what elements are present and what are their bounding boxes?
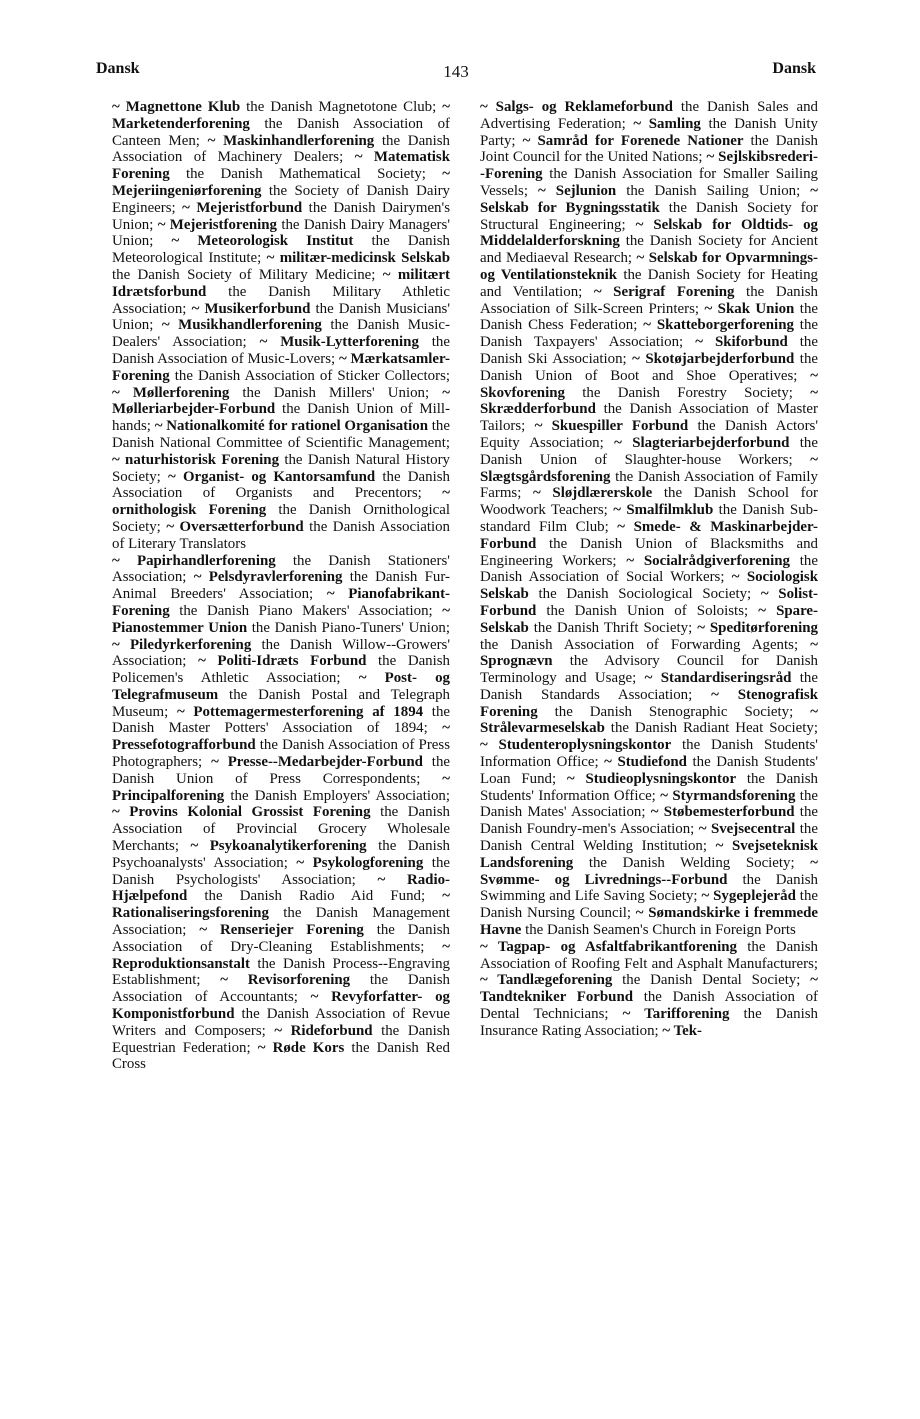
translation: the Danish Association of Provincial Grocery Wholesale Merchants; [112, 804, 450, 855]
translation: the Danish Mates' Association; [480, 787, 818, 821]
translation: the Danish Insurance Rating Association; [480, 1006, 818, 1039]
headword: ~ Svejseteknisk Landsforening [480, 838, 818, 871]
headword: ~ Samråd for Forenede Nationer [522, 132, 744, 149]
headword: ~ Sociologisk Selskab [480, 569, 818, 603]
headword: ~ Speditørforening [697, 619, 818, 636]
headword: ~ Maskinhandlerforening [207, 132, 375, 149]
translation: the Danish Joint Council for the United Nations; [480, 132, 818, 166]
translation: the Danish Welding Society; [573, 854, 811, 871]
headword: ~ Sejlunion [538, 182, 617, 199]
headword: ~ Sygeplejeråd [701, 888, 796, 905]
headword: ~ Rationaliseringsforening [112, 888, 450, 922]
entry-paragraph [112, 553, 450, 1074]
translation: the Danish Musicians' Union; [112, 300, 451, 334]
translation: the Danish Association of Dry-Cleaning Establishments; [112, 922, 450, 955]
headword: ~ ornithologisk Forening [112, 485, 450, 519]
headword: ~ Provins Kolonial Grossist Forening [112, 804, 371, 821]
translation: the Danish Association for Smaller Sailing Vessels; [480, 166, 818, 199]
translation: the Danish Association of Accountants; [112, 972, 451, 1006]
translation: the Danish Unity Party; [480, 115, 818, 149]
translation: the Danish Psychologists' Association; [112, 854, 450, 888]
translation: the Danish Red Cross [112, 1039, 450, 1073]
headword: ~ Strålevarmeselskab [480, 703, 818, 737]
headword: ~ Støbemesterforbund [650, 804, 795, 821]
headword: ~ Samling [633, 115, 701, 132]
entry-paragraph [480, 939, 818, 1040]
translation: the Danish Association of Roofing Felt and Asphalt Manufacturers; [480, 938, 818, 972]
translation: the Danish Union of Soloists; [536, 602, 759, 619]
translation: the Danish Society for Structural Engineering; [480, 199, 819, 233]
translation: the Danish Union of Slaughter-house Workers; [480, 434, 818, 468]
translation: the Danish Meteorological Institute; [112, 233, 451, 267]
translation: the Danish Radiant Heat Society; [604, 720, 818, 737]
headword: ~ Oversætterforbund [166, 518, 304, 535]
translation: the Danish Association of Dental Technicians; [480, 989, 818, 1023]
headword: ~ Styrmandsforening [660, 787, 796, 804]
headword: ~ Socialrådgiverforening [626, 552, 790, 569]
translation: the Danish Natural History Society; [112, 451, 450, 485]
header-right-word: Dansk [772, 60, 816, 77]
translation: the Danish Actors' Equity Association; [480, 418, 819, 451]
translation: the Danish Association of Revue Writers and Composers; [112, 1006, 450, 1039]
headword: ~ Revisorforening [220, 972, 351, 989]
headword: ~ Røde Kors [257, 1039, 345, 1056]
headword: ~ Musikhandlerforening [161, 317, 322, 334]
headword: ~ Salgs- og Reklameforbund [480, 99, 673, 115]
headword: ~ Marketenderforening [112, 99, 450, 132]
translation: the Danish Process--Engraving Establishment; [112, 955, 450, 989]
translation: the Danish Students' Information Office; [480, 770, 818, 804]
headword: ~ Psykologforening [296, 854, 424, 871]
translation: the Danish Union of Press Correspondents; [112, 754, 450, 787]
translation: the Danish Standards Association; [480, 670, 818, 703]
headword: ~ Skrædderforbund [480, 384, 818, 418]
headword: ~ Organist- og Kantorsamfund [168, 468, 376, 485]
translation: the Danish School for Woodwork Teachers; [480, 485, 818, 519]
headword: ~ Musikerforbund [191, 300, 311, 317]
translation: the Danish Association of Social Workers; [480, 552, 818, 586]
headword: ~ Standardiseringsråd [644, 670, 792, 687]
headword: ~ Solist-Forbund [480, 586, 818, 619]
translation: the Danish Ski Association; [480, 334, 818, 367]
translation: the Danish Postal and Telegraph Museum; [112, 686, 450, 720]
headword: ~ Sømandskirke i fremmede Havne [480, 905, 818, 939]
translation: the Danish Foundry-men's Association; [480, 804, 818, 838]
translation: the Danish Psychoanalysts' Association; [112, 838, 450, 871]
translation: the Danish Association of Silk-Screen Printers; [480, 283, 819, 317]
headword: ~ Pottemagermesterforening af 1894 [176, 703, 424, 720]
translation: the Danish Ornithological Society; [112, 502, 451, 535]
translation: the Danish Radio Aid Fund; [187, 888, 443, 905]
headword: ~ naturhistorisk Forening [112, 451, 280, 468]
headword: ~ Spare-Selskab [480, 602, 818, 636]
headword: ~ Svejsecentral [698, 821, 796, 838]
headword: ~ Magnettone Klub [112, 99, 241, 115]
translation: the Danish Society for Heating and Ventilation; [480, 266, 818, 300]
headword: ~ Skovforening [480, 367, 818, 401]
translation: the Danish Mathematical Society; [169, 166, 443, 183]
headword: ~ Smede- & Maskinarbejder-Forbund [480, 518, 818, 552]
headword: ~ Radio-Hjælpefond [112, 871, 450, 905]
headword: ~ Politi-Idræts Forbund [198, 653, 367, 670]
translation: the Danish Association of Sticker Collectors; [169, 367, 450, 384]
headword: ~ Tarifforening [622, 1006, 730, 1023]
translation: the Danish Dental Society; [612, 972, 811, 989]
headword: ~ Sløjdlærerskole [533, 485, 653, 502]
entry-paragraph [112, 99, 450, 553]
translation: the Danish Management Association; [112, 905, 450, 939]
headword: ~ Mejeristforbund [182, 199, 303, 216]
headword: ~ Skatteborgerforening [643, 317, 794, 334]
translation: the Danish Seamen's Church in Foreign Ports [521, 922, 796, 939]
headword: ~ Pressefotografforbund [112, 720, 450, 754]
translation: the Danish Association of Canteen Men; [112, 115, 450, 149]
headword: ~ Skak Union [704, 300, 795, 317]
translation: the Danish Thrift Society; [528, 619, 698, 636]
headword: ~ Smalfilmklub [613, 502, 714, 519]
translation: the Danish Stationers' Association; [112, 552, 450, 586]
translation: the Danish Forestry Society; [564, 384, 811, 401]
translation: the Danish Equestrian Federation; [112, 1022, 451, 1056]
translation: the Danish Millers' Union; [229, 384, 443, 401]
headword: ~ Tandtekniker Forbund [480, 972, 819, 1006]
headword: ~ Psykoanalytikerforening [190, 838, 367, 855]
headword: ~ Tagpap- og Asfaltfabrikantforening [480, 938, 737, 955]
headword: ~ Selskab for Oldtids- og Middelalderforskning [480, 216, 818, 250]
translation: the Danish Policemen's Athletic Association; [112, 653, 451, 687]
translation: the Danish Dairy Managers' Union; [112, 216, 450, 250]
headword: ~ Renseriejer Forening [199, 922, 364, 939]
translation: the Danish Sailing Union; [616, 182, 811, 199]
translation: the Danish Sales and Advertising Federation; [480, 99, 819, 132]
translation: the Danish Taxpayers' Association; [480, 317, 819, 351]
translation: the Danish Music-Dealers' Association; [112, 317, 450, 351]
headword: ~ Tandlægeforening [480, 972, 613, 989]
translation: the Danish Employers' Association; [224, 787, 450, 804]
translation: the Danish Fur-Animal Breeders' Association; [112, 569, 450, 603]
headword: ~ Slægtsgårdsforening [480, 451, 818, 485]
translation: the Advisory Council for Danish Terminology and Usage; [480, 653, 818, 687]
translation: the Danish Society for Ancient and Mediaeval Research; [480, 233, 818, 267]
headword: ~ Mærkatsamler-Forening [112, 350, 451, 384]
headword: ~ Pelsdyravlerforening [193, 569, 343, 586]
translation: the Danish Association of Press Photographers; [112, 737, 450, 771]
headword: ~ Stenografisk Forening [480, 686, 818, 720]
translation: the Danish Military Athletic Association; [112, 283, 450, 317]
translation: the Society of Danish Dairy Engineers; [112, 182, 450, 216]
header-left-word: Dansk [96, 60, 140, 77]
headword: ~ Musik-Lytterforening [259, 334, 419, 351]
right-column [480, 99, 818, 1040]
headword: ~ Pianofabrikant-Forening [112, 586, 450, 619]
headword: ~ Slagteriarbejderforbund [614, 434, 790, 451]
translation: the Danish Swimming and Life Saving Society; [480, 871, 818, 905]
headword: ~ Mølleriarbejder-Forbund [112, 384, 450, 418]
translation: the Danish Piano-Tuners' Union; [247, 619, 450, 636]
translation: the Danish Association of Machinery Dealers; [112, 132, 450, 166]
headword: ~ Mejeristforening [157, 216, 278, 233]
translation: the Danish Sub-standard Film Club; [480, 502, 818, 535]
translation: the Danish Piano Makers' Association; [169, 602, 443, 619]
translation: the Danish Chess Federation; [480, 300, 818, 334]
headword: ~ Mejeriingeniørforening [112, 166, 450, 199]
translation: the Danish Stenographic Society; [537, 703, 811, 720]
translation: the Danish Association of Family Farms; [480, 468, 818, 502]
translation: the Danish Association of Literary Translators [112, 518, 450, 552]
headword: ~ Møllerforening [112, 384, 230, 401]
headword: ~ Nationalkomité for rationel Organisation [154, 418, 428, 435]
headword: ~ Post- og Telegrafmuseum [112, 670, 450, 703]
headword: ~ Tek- [662, 1022, 702, 1039]
headword: ~ Presse--Medarbejder-Forbund [211, 754, 423, 771]
headword: ~ Serigraf Forening [593, 283, 735, 300]
headword: ~ Studieoplysningskontor [566, 770, 737, 787]
translation: the Danish Association of Music-Lovers; [112, 334, 450, 367]
translation: the Danish Association of Organists and Precentors; [112, 468, 450, 502]
headword: ~ Skotøjarbejderforbund [632, 350, 795, 367]
headword: ~ militær-medicinsk Selskab [266, 250, 450, 267]
translation: the Danish Magnetotone Club; [240, 99, 443, 115]
headword: ~ Rideforbund [274, 1022, 373, 1039]
headword: ~ Piledyrkerforening [112, 636, 252, 653]
headword: ~ Selskab for Bygningsstatik [480, 182, 819, 216]
headword: ~ militært Idrætsforbund [112, 266, 450, 300]
headword: ~ Reproduktionsanstalt [112, 938, 450, 972]
left-column [112, 99, 450, 1073]
translation: the Danish National Committee of Scientific Management; [112, 418, 450, 451]
headword: ~ Meteorologisk Institut [171, 233, 354, 250]
running-header [96, 60, 816, 82]
headword: ~ Sejlskibsrederi--Forening [480, 149, 818, 183]
translation: the Danish Students' Loan Fund; [480, 754, 818, 787]
translation: the Danish Students' Information Office; [480, 737, 818, 771]
translation: the Danish Master Potters' Association of 1894; [112, 703, 450, 737]
translation: the Danish Willow--Growers' Association; [112, 636, 450, 670]
translation: the Danish Dairymen's Union; [112, 199, 450, 233]
headword: ~ Matematisk Forening [112, 149, 450, 183]
headword: ~ Skiforbund [695, 334, 788, 351]
entry-paragraph [480, 99, 818, 939]
translation: the Danish Union of Boot and Shoe Operatives; [480, 350, 818, 384]
headword: ~ Papirhandlerforening [112, 552, 276, 569]
translation: the Danish Union of Mill-hands; [112, 401, 450, 435]
translation: the Danish Nursing Council; [480, 888, 818, 922]
headword: ~ Skuespiller Forbund [534, 418, 689, 435]
translation: the Danish Society of Military Medicine; [112, 266, 383, 283]
headword: ~ Principalforening [112, 770, 450, 804]
headword: ~ Studiefond [604, 754, 687, 771]
translation: the Danish Sociological Society; [528, 586, 761, 603]
headword: ~ Pianostemmer Union [112, 602, 450, 636]
page-number: 143 [443, 62, 469, 81]
headword: ~ Selskab for Opvarmnings- og Ventilationsteknik [480, 250, 818, 283]
headword: ~ Svømme- og Livrednings--Forbund [480, 854, 818, 888]
translation: the Danish Central Welding Institution; [480, 821, 818, 855]
headword: ~ Sprognævn [480, 636, 818, 670]
headword: ~ Revyforfatter- og Komponistforbund [112, 989, 450, 1023]
headword: ~ Studenteroplysningskontor [480, 737, 672, 754]
translation: the Danish Union of Blacksmiths and Engineering Workers; [480, 535, 818, 569]
translation: the Danish Association of Forwarding Agents; [480, 636, 811, 653]
translation: the Danish Association of Master Tailors; [480, 401, 818, 435]
